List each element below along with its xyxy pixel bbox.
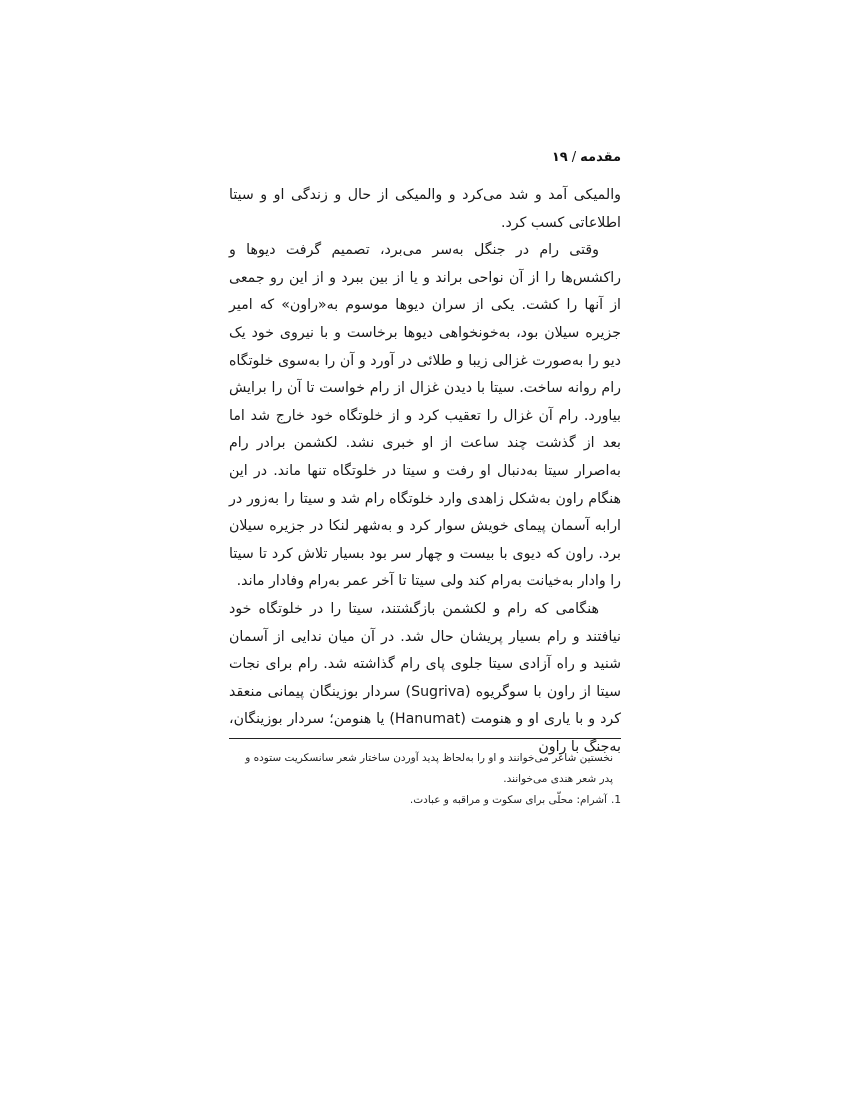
footnote-divider <box>229 738 621 739</box>
footnote-continuation: نخستین شاعر می‌خوانند و او را به‌لحاظ پدید آوردن ساختار شعر سانسکریت ستوده و پدر شعر هندی می‌خوانند. <box>245 752 613 785</box>
page-number: ۱۹ <box>551 150 568 165</box>
footnote-item <box>229 790 621 811</box>
paragraph: هنگامی که رام و لکشمن بازگشتند، سیتا را در خلوتگاه خود نیافتند و رام بسیار پریشان حال شد. در آن میان ندایی از آسمان شنید و راه آزادی سیتا جلوی پای رام گذاشته شد. رام برای نجات سیتا از راون با سوگریوه (Sugriva) سردار بوزینگان پیمانی منعقد کرد و با یاری او و هنومت (Hanumat) یا هنومن؛ سردار بوزینگان، به‌جنگ با راون <box>229 600 621 755</box>
section-title: مقدمه <box>580 150 621 165</box>
paragraph: وقتی رام در جنگل به‌سر می‌برد، تصمیم گرفت دیوها و راکشس‌ها را از آن نواحی براند و یا از بین ببرد و از این رو جمعی از آنها را کشت. یکی از سران دیوها موسوم به«راون» که امیر جزیره سیلان بود، به‌خونخواهی دیوها برخاست و با نیروی خود یک دیو را به‌صورت غزالی زیبا و طلائی در آورد و آن را به‌سوی خلوتگاه رام روانه ساخت. سیتا با دیدن غزال از رام خواست تا آن را برایش بیاورد. رام آن غزال را تعقیب کرد و از خلوتگاه خود خارج شد اما بعد از گذشت چند ساعت از او خبری نشد. لکشمن برادر رام به‌اصرار سیتا به‌دنبال او رفت و سیتا در خلوتگاه تنها ماند. در این هنگام راون به‌شکل زاهدی وارد خلوتگاه رام شد و سیتا را به‌زور در ارابه آسمان پیمای خویش سوار کرد و به‌شهر لنکا در جزیره سیلان برد. راون که دیوی با بیست و چهار سر بود بسیار تلاش کرد تا سیتا را وادار به‌خیانت به‌رام کند ولی سیتا تا آخر عمر به‌رام وفادار ماند. <box>229 242 621 590</box>
footnote-text: آشرام: محلّی برای سکوت و مراقبه و عبادت. <box>409 794 607 806</box>
paragraph: والمیکی آمد و شد می‌کرد و والمیکی از حال و زندگی او و سیتا اطلاعاتی کسب کرد. <box>229 187 621 231</box>
running-header <box>229 150 621 165</box>
footnotes <box>229 748 621 811</box>
main-text <box>229 182 621 761</box>
footnote-number: 1. <box>610 794 621 806</box>
header-separator: / <box>571 150 577 165</box>
